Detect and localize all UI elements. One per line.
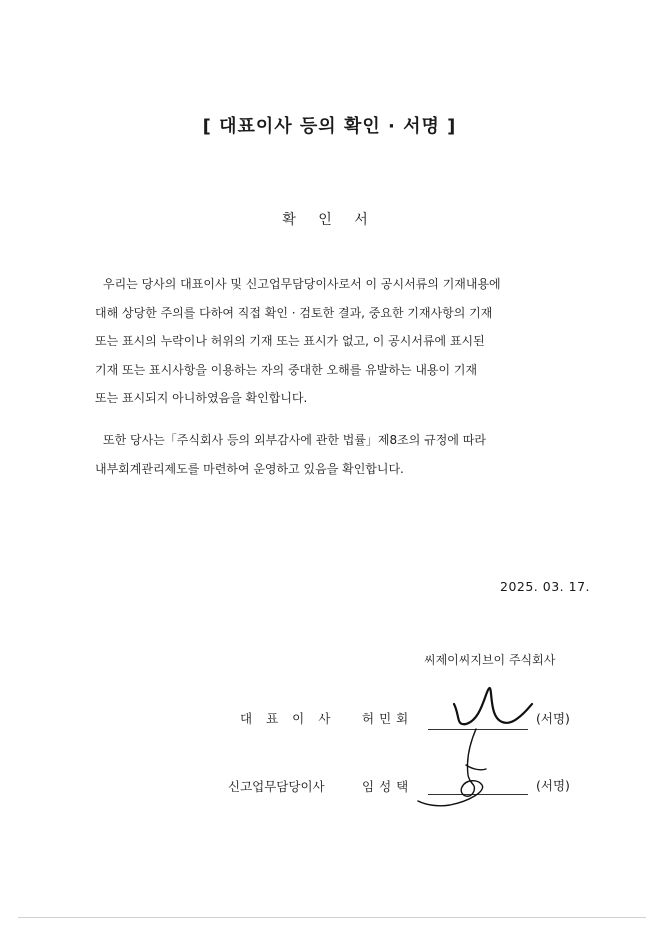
- signer-name-disclosure-director: 임성택: [362, 779, 414, 794]
- sign-label: (서명): [536, 711, 570, 726]
- paragraph-line: 또는 표시의 누락이나 허위의 기재 또는 표시가 없고, 이 공시서류에 표시된: [95, 334, 485, 348]
- document-title: [ 대표이사 등의 확인 · 서명 ]: [202, 116, 457, 137]
- sign-label: (서명): [536, 778, 570, 793]
- page-bottom-divider: [18, 917, 646, 918]
- company-name: 씨제이씨지브이 주식회사: [424, 653, 556, 667]
- paragraph-line: 우리는 당사의 대표이사 및 신고업무담당이사로서 이 공시서류의 기재내용에: [103, 277, 501, 291]
- handwritten-signature-director: [410, 725, 500, 810]
- signer-role-disclosure-director: 신고업무담당이사: [228, 779, 325, 794]
- paragraph-line: 기재 또는 표시사항을 이용하는 자의 중대한 오해를 유발하는 내용이 기재: [95, 362, 478, 377]
- paragraph-line: 또는 표시되지 아니하였음을 확인합니다.: [95, 391, 308, 405]
- signer-name-ceo: 허민회: [362, 711, 414, 726]
- confirmation-paragraph: [95, 270, 501, 413]
- internal-control-paragraph: [95, 426, 486, 483]
- document-subtitle: 확 인 서: [282, 212, 377, 228]
- document-date: 2025. 03. 17.: [500, 579, 590, 594]
- paragraph-line: 또한 당사는「주식회사 등의 외부감사에 관한 법률」제8조의 규정에 따라: [103, 433, 486, 447]
- paragraph-line: 대해 상당한 주의를 다하여 직접 확인 · 검토한 결과, 중요한 기재사항의 기재: [95, 305, 493, 320]
- signer-role-ceo: 대표이사: [240, 711, 345, 726]
- paragraph-line: 내부회계관리제도를 마련하여 운영하고 있음을 확인합니다.: [95, 461, 404, 476]
